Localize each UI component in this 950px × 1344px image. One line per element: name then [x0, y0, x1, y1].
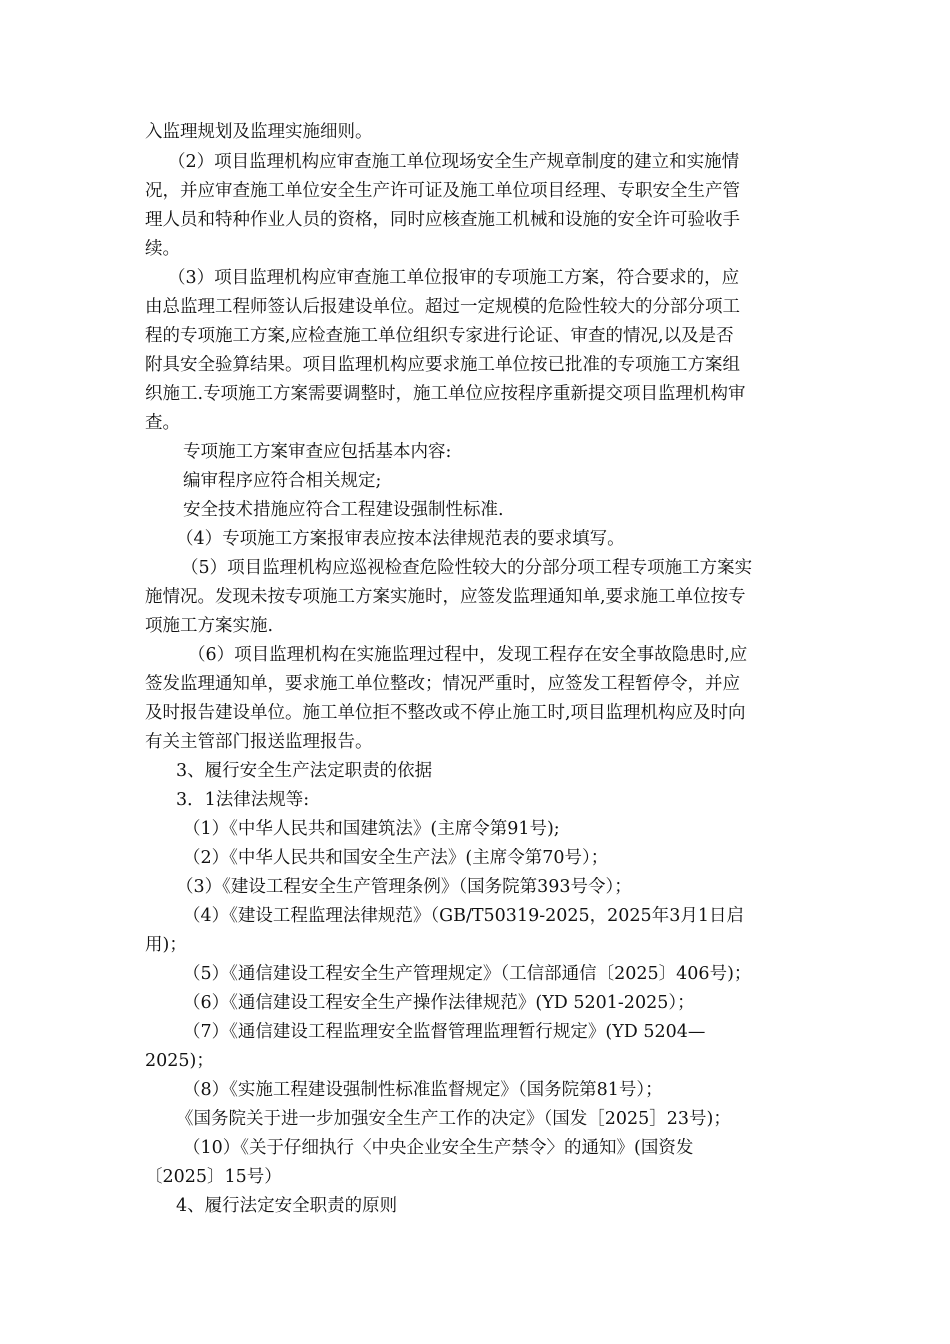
text-line: （3）项目监理机构应审查施工单位报审的专项施工方案，符合要求的，应: [168, 268, 740, 288]
list-item: 《国务院关于进一步加强安全生产工作的决定》（国发［2025］23号)；: [176, 1109, 731, 1129]
list-item-continuation: 〔2025〕15号）: [145, 1167, 282, 1187]
text-line: 查。: [145, 413, 180, 433]
text-line: 安全技术措施应符合工程建设强制性标准.: [183, 500, 504, 520]
list-item: （2）《中华人民共和国安全生产法》(主席令第70号）；: [183, 848, 609, 868]
text-line: 织施工.专项施工方案需要调整时，施工单位应按程序重新提交项目监理机构审: [145, 384, 746, 404]
text-line: 有关主管部门报送监理报告。: [145, 732, 373, 752]
text-line: 续。: [145, 239, 180, 259]
list-item-continuation: 用)；: [145, 935, 187, 955]
text-line: 附具安全验算结果。项目监理机构应要求施工单位按已批准的专项施工方案组: [145, 355, 740, 375]
text-line: 理人员和特种作业人员的资格，同时应核查施工机械和设施的安全许可验收手: [145, 210, 740, 230]
list-item: （3）《建设工程安全生产管理条例》（国务院第393号令）；: [176, 877, 632, 897]
list-item-continuation: 2025)；: [145, 1051, 214, 1071]
text-line: 专项施工方案审查应包括基本内容:: [183, 442, 452, 462]
text-line: 签发监理通知单，要求施工单位整改；情况严重时，应签发工程暂停令，并应: [145, 674, 740, 694]
section-heading: 4、履行法定安全职责的原则: [176, 1196, 398, 1216]
text-line: 编审程序应符合相关规定;: [183, 471, 382, 491]
list-item: （4）《建设工程监理法律规范》（GB/T50319-2025，2025年3月1日启: [183, 906, 744, 926]
text-line: （4）专项施工方案报审表应按本法律规范表的要求填写。: [176, 529, 625, 549]
subsection-heading: 3．1法律法规等:: [176, 790, 310, 810]
text-line: （2）项目监理机构应审查施工单位现场安全生产规章制度的建立和实施情: [168, 152, 740, 172]
text-line: 入监理规划及监理实施细则。: [145, 122, 373, 142]
text-line: 由总监理工程师签认后报建设单位。超过一定规模的危险性较大的分部分项工: [145, 297, 740, 317]
text-line: （5）项目监理机构应巡视检查危险性较大的分部分项工程专项施工方案实: [181, 558, 753, 578]
list-item: （10）《关于仔细执行〈中央企业安全生产禁令〉的通知》(国资发: [183, 1138, 694, 1158]
text-line: 况，并应审查施工单位安全生产许可证及施工单位项目经理、专职安全生产管: [145, 181, 740, 201]
section-heading: 3、履行安全生产法定职责的依据: [176, 761, 433, 781]
list-item: （1）《中华人民共和国建筑法》(主席令第91号);: [183, 819, 560, 839]
list-item: （7）《通信建设工程监理安全监督管理监理暂行规定》(YD 5204—: [183, 1022, 706, 1042]
text-line: 施情况。发现未按专项施工方案实施时，应签发监理通知单,要求施工单位按专: [145, 587, 746, 607]
list-item: （8）《实施工程建设强制性标准监督规定》（国务院第81号）；: [183, 1080, 663, 1100]
text-line: 项施工方案实施.: [145, 616, 274, 636]
list-item: （5）《通信建设工程安全生产管理规定》（工信部通信〔2025〕406号)；: [183, 964, 752, 984]
text-line: 及时报告建设单位。施工单位拒不整改或不停止施工时,项目监理机构应及时向: [145, 703, 746, 723]
list-item: （6）《通信建设工程安全生产操作法律规范》(YD 5201-2025）；: [183, 993, 695, 1013]
text-line: 程的专项施工方案,应检查施工单位组织专家进行论证、审查的情况,以及是否: [145, 326, 734, 346]
text-line: （6）项目监理机构在实施监理过程中，发现工程存在安全事故隐患时,应: [188, 645, 748, 665]
